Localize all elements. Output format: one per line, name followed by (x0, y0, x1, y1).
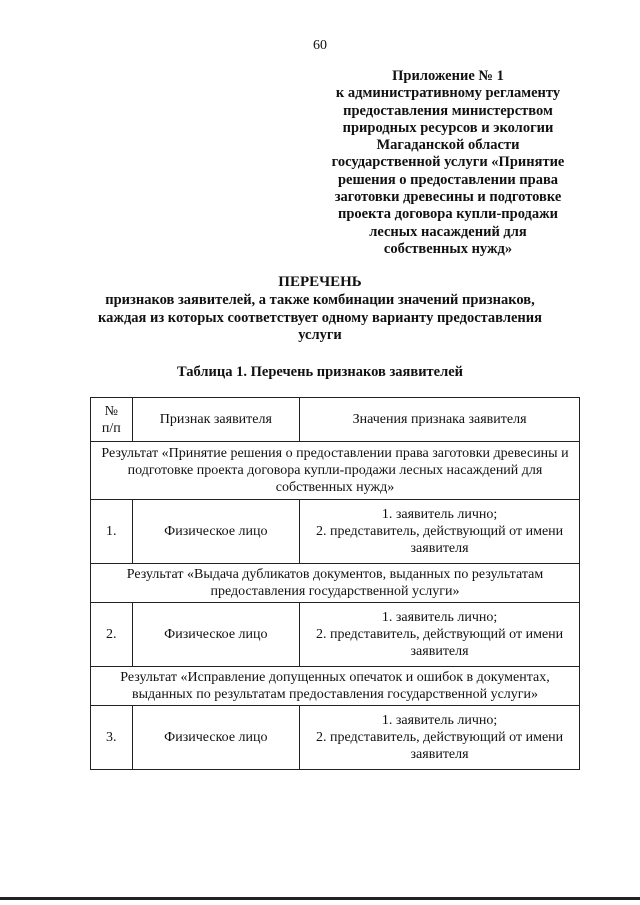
appendix-line: собственных нужд» (383, 240, 513, 257)
appendix-line: предоставления министерством (343, 102, 553, 119)
appendix-header (320, 68, 576, 258)
value-line: заявителя (410, 541, 469, 556)
appendix-line: природных ресурсов и экологии (342, 119, 554, 136)
page-number: 60 (313, 38, 327, 53)
row-sign: Физическое лицо (132, 500, 300, 564)
table-header-row (91, 398, 580, 442)
document-subtitle (60, 292, 580, 345)
header-number-line1: № (104, 403, 118, 419)
appendix-line: проекта договора купли-продажи (337, 206, 559, 223)
row-number: 2. (91, 603, 133, 667)
row-sign: Физическое лицо (132, 603, 300, 667)
subtitle-line: каждая из которых соответствует одному варианту предоставления (98, 309, 542, 326)
value-line: 2. представитель, действующий от имени (315, 524, 564, 539)
row-values (300, 500, 580, 564)
value-line: 1. заявитель лично; (381, 713, 498, 728)
appendix-line: решения о предоставлении права (337, 171, 559, 188)
value-line: 1. заявитель лично; (381, 507, 498, 522)
value-line: 2. представитель, действующий от имени (315, 627, 564, 642)
row-values (300, 706, 580, 770)
value-line: 2. представитель, действующий от имени (315, 730, 564, 745)
value-line: 1. заявитель лично; (381, 610, 498, 625)
appendix-line: заготовки древесины и подготовке (334, 189, 562, 206)
result-row (91, 564, 580, 603)
row-sign: Физическое лицо (132, 706, 300, 770)
table-row (91, 706, 580, 770)
page-bottom-rule (0, 897, 640, 900)
result-cell: Результат «Принятие решения о предоставлении права заготовки древесины и подготовке проекта договора купли-продажи лесных насаждений для собственных нужд» (91, 442, 580, 500)
header-sign: Признак заявителя (132, 398, 300, 442)
row-number: 1. (91, 500, 133, 564)
table-row (91, 603, 580, 667)
appendix-line: Магаданской области (376, 137, 520, 154)
value-line: заявителя (410, 747, 469, 762)
header-values: Значения признака заявителя (300, 398, 580, 442)
appendix-line: государственной услуги «Принятие (331, 154, 565, 171)
result-cell: Результат «Выдача дубликатов документов, выданных по результатам предоставления государственной услуги» (91, 564, 580, 603)
result-row (91, 442, 580, 500)
applicant-signs-table (90, 397, 580, 770)
appendix-line: Приложение № 1 (392, 68, 504, 84)
header-number (91, 398, 133, 442)
appendix-line: к административному регламенту (335, 85, 561, 102)
table-caption: Таблица 1. Перечень признаков заявителей (176, 364, 464, 380)
subtitle-line: услуги (298, 327, 342, 343)
value-line: заявителя (410, 644, 469, 659)
row-number: 3. (91, 706, 133, 770)
subtitle-line: признаков заявителей, а также комбинации значений признаков, (105, 292, 535, 308)
appendix-line: лесных насаждений для (369, 223, 527, 240)
row-values (300, 603, 580, 667)
document-title: ПЕРЕЧЕНЬ (278, 274, 362, 290)
header-number-line2: п/п (101, 420, 121, 436)
table-row (91, 500, 580, 564)
result-row (91, 667, 580, 706)
result-cell: Результат «Исправление допущенных опечаток и ошибок в документах, выданных по результатам предоставления государственной услуги» (91, 667, 580, 706)
